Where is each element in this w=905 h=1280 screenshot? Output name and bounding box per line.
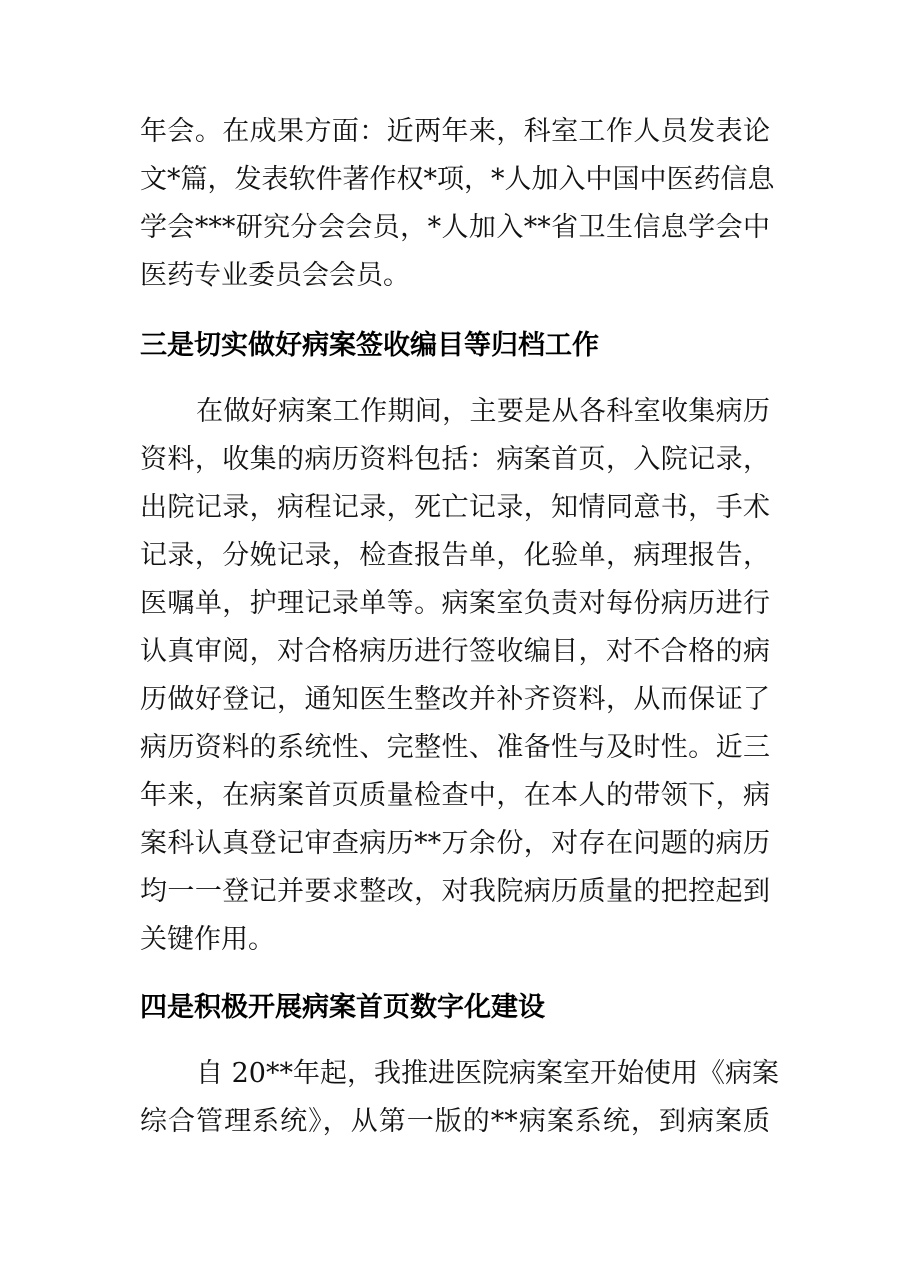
paragraph-line: 年来，在病案首页质量检查中，在本人的带领下，病 [140,780,770,811]
paragraph-line: 历做好登记，通知医生整改并补齐资料，从而保证了 [140,684,770,715]
section-heading-four: 四是积极开展病案首页数字化建设 [140,992,545,1023]
paragraph-line: 年会。在成果方面：近两年来，科室工作人员发表论 [140,116,770,147]
paragraph-line: 文*篇，发表软件著作权*项，*人加入中国中医药信息 [140,164,775,195]
paragraph-line: 病历资料的系统性、完整性、准备性与及时性。近三 [140,732,770,763]
section-heading-three: 三是切实做好病案签收编目等归档工作 [140,330,599,361]
paragraph-line: 关键作用。 [140,924,275,955]
paragraph-line: 出院记录，病程记录，死亡记录，知情同意书，手术 [140,492,770,523]
paragraph-line: 记录，分娩记录，检查报告单，化验单，病理报告， [140,540,770,571]
paragraph-line: 资料，收集的病历资料包括：病案首页，入院记录， [140,444,770,475]
paragraph-line: 医药专业委员会会员。 [140,260,410,291]
paragraph-line: 医嘱单，护理记录单等。病案室负责对每份病历进行 [140,588,770,619]
paragraph-line: 认真审阅，对合格病历进行签收编目，对不合格的病 [140,636,770,667]
paragraph-line: 综合管理系统》，从第一版的**病案系统，到病案质 [140,1106,770,1137]
paragraph-line: 在做好病案工作期间，主要是从各科室收集病历 [196,396,770,427]
paragraph-line: 案科认真登记审查病历**万余份，对存在问题的病历 [140,828,770,859]
paragraph-line: 均一一登记并要求整改，对我院病历质量的把控起到 [140,876,770,907]
paragraph-line: 自 20**年起，我推进医院病案室开始使用《病案 [196,1058,779,1089]
paragraph-line: 学会***研究分会会员，*人加入**省卫生信息学会中 [140,212,770,243]
